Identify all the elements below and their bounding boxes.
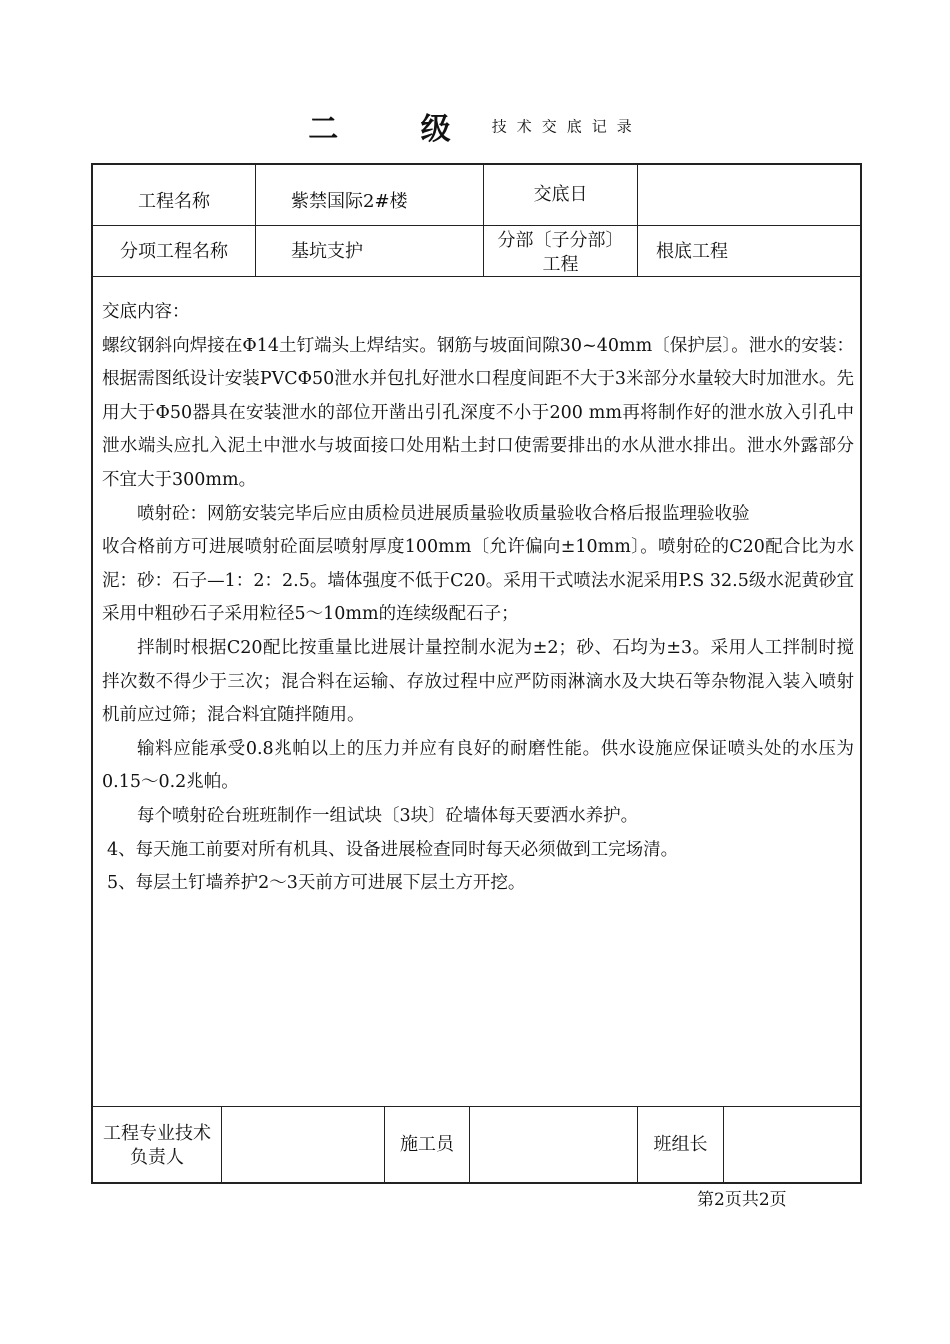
footer-top-divider	[91, 1106, 862, 1107]
table-border-left	[91, 163, 93, 1184]
content-paragraph: 输料应能承受0.8兆帕以上的压力并应有良好的耐磨性能。供水设施应保证喷头处的水压为0.15～0.2兆帕。	[102, 738, 854, 793]
worker-label: 施工员	[400, 1134, 454, 1155]
content-paragraph: 每个喷射砼台班班制作一组试块〔3块〕砼墙体每天要洒水养护。	[137, 805, 639, 826]
table-border-top	[91, 163, 862, 165]
page-number: 第2页共2页	[697, 1190, 787, 1210]
footer-col-divider-3	[469, 1106, 470, 1183]
content-paragraph: 4、每天施工前要对所有机具、设备进展检查同时每天必须做到工完场清。	[107, 839, 679, 860]
footer-col-divider-1	[221, 1106, 222, 1183]
content-paragraph: 收合格前方可进展喷射砼面层喷射厚度100mm〔允许偏向±10mm〕。喷射砼的C20配合比为水泥：砂：石子—1：2：2.5。墙体强度不低于C20。采用干式喷法水泥采用P.S 32.5级水泥黄砂宜采用中粗砂石子采用粒径5～10mm的连续级配石子；	[102, 537, 854, 625]
header-col-divider-1	[255, 163, 256, 276]
division-label-line2: 工程	[542, 254, 579, 275]
header-bottom-divider	[91, 276, 862, 277]
team-leader-label: 班组长	[653, 1134, 708, 1155]
header-row-divider	[91, 225, 862, 226]
project-name-value: 紫禁国际2#楼	[291, 191, 408, 212]
project-name-label: 工程名称	[138, 191, 210, 212]
document-title	[0, 104, 950, 148]
table-border-right	[860, 163, 862, 1184]
title-grade: 二 级	[308, 112, 487, 147]
sub-item-label: 分项工程名称	[120, 241, 228, 262]
disclosure-content	[102, 296, 854, 901]
content-heading: 交底内容：	[102, 302, 190, 322]
tech-lead-label-line2: 负责人	[130, 1147, 184, 1168]
header-col-divider-3	[637, 163, 638, 276]
footer-col-divider-5	[723, 1106, 724, 1183]
content-paragraph: 喷射砼：网筋安装完毕后应由质检员进展质量验收质量验收合格后报监理验收验	[137, 503, 750, 524]
sub-item-value: 基坑支护	[291, 241, 363, 262]
date-label: 交底日	[533, 184, 588, 205]
title-subtitle: 技术交底记录	[491, 117, 642, 136]
content-paragraph: 拌制时根据C20配比按重量比进展计量控制水泥为±2；砂、石均为±3。采用人工拌制时搅拌次数不得少于三次；混合料在运输、存放过程中应严防雨淋滴水及大块石等杂物混入装入喷射机前应过筛；混合料宜随拌随用。	[102, 637, 854, 726]
tech-lead-label-line1: 工程专业技术	[103, 1123, 211, 1144]
content-paragraph: 螺纹钢斜向焊接在Φ14土钉端头上焊结实。钢筋与坡面间隙30~40mm〔保护层〕。泄水的安装：根据需图纸设计安装PVCΦ50泄水并包扎好泄水口程度间距不大于3米部分水量较大时加泄水。先用大于Φ50器具在安装泄水的部位开凿出引孔深度不小于200 mm再将制作好的泄水放入引孔中泄水端头应扎入泥土中泄水与坡面接口处用粘土封口使需要排出的水从泄水排出。泄水外露部分不宜大于300mm。	[102, 335, 854, 490]
division-value: 根底工程	[656, 241, 728, 262]
content-paragraph: 5、每层土钉墙养护2～3天前方可进展下层土方开挖。	[107, 873, 526, 894]
division-label-line1: 分部〔子分部〕	[497, 230, 624, 251]
table-border-bottom	[91, 1182, 862, 1184]
